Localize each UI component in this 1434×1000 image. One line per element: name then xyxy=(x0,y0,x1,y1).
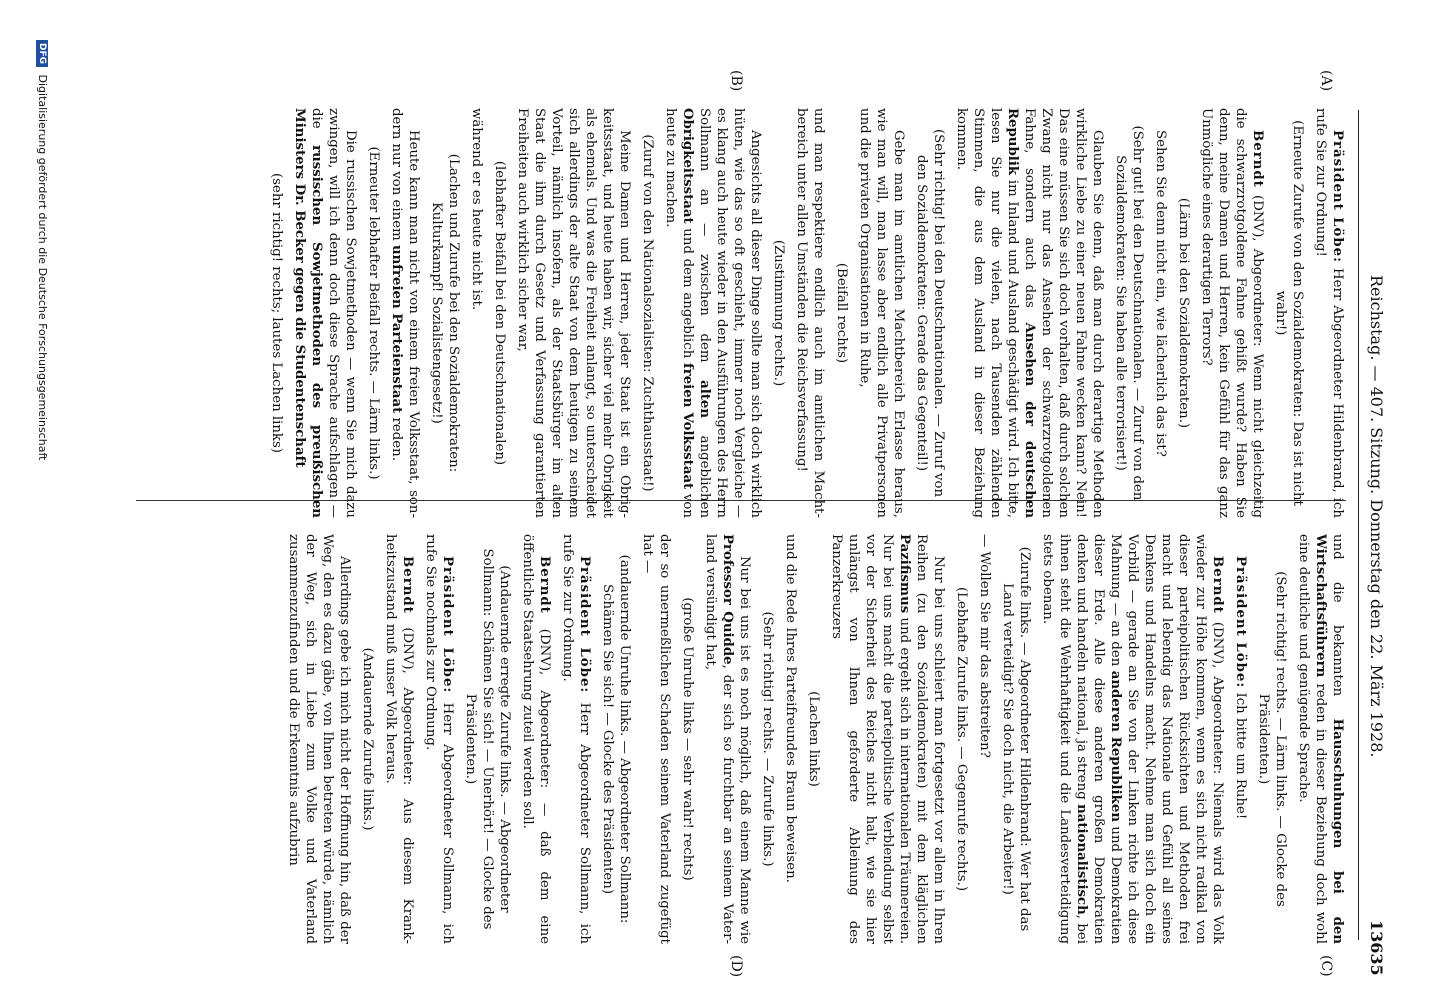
interjection: (Lebhafte Zurufe links. — Gegenrufe rechts.) xyxy=(954,586,969,892)
speech-text: Angesichts all dieser Dinge sollte man sich doch wirklich hüten, wie das so oft geschieht, immer noch Vergleiche — es klang auch heute wieder in den Ausführungen des Herrn Sollmann an — zwischen dem xyxy=(697,108,763,518)
emphasis-text: unfreien Parteienstaat xyxy=(389,244,404,414)
interjection: (Zuruf von den Nationalsozialisten: Zuchthausstaat!) xyxy=(640,134,655,492)
right-column xyxy=(136,534,1346,944)
paragraph xyxy=(519,534,553,944)
paragraph: während er es heute nicht ist. xyxy=(469,108,484,311)
paragraph: Allerdings gebe ich mich nicht der Hoffnung hin, daß der Weg, den es dazu gäbe, von Ihnen betreten würde, nämlich der Weg, sich in Liebe zum Volke und Vaterland zusammenzufinden und die Erkenntnis aufzubrin xyxy=(286,534,352,944)
digitization-footer xyxy=(19,40,49,1000)
interjection: (sehr richtig! rechts; lautes Lachen links) xyxy=(269,172,284,453)
paragraph xyxy=(1039,534,1226,944)
paragraph: der so unermeßlichen Schaden seinem Vaterland zugefügt hat — xyxy=(640,534,672,944)
paragraph xyxy=(828,534,947,944)
interjection: (Sehr richtig! rechts. — Zurufe links.) xyxy=(760,611,775,867)
speaker-name: Präsident Löbe: xyxy=(440,556,455,694)
paragraph xyxy=(1295,534,1346,944)
interjection: (Andauernde Zurufe links.) xyxy=(360,647,375,831)
speech-text: Herr Abgeordneter Sollmann, ich rufe Sie zur Ordnung. xyxy=(560,534,592,944)
speech-text: (DNV), Abgeordneter: — daß dem eine öffentliche Staatsehrung zuteil werden soll. xyxy=(520,534,552,944)
margin-letter-b: (B) xyxy=(728,70,744,92)
emphasis-text: Professor Quidde xyxy=(720,534,735,665)
speech-text: und Demokratien dieser Erde. Alle diese anderen großen Demokratien denken und handeln national, ja streng xyxy=(1074,534,1123,944)
speech-text: Heute kann man nicht von einem freien Volksstaat, sondern nur von einem xyxy=(389,108,421,518)
interjection: (Andauernde erregte Zurufe links. — Abgeordneter Sollmann: Schämen Sie sich! — Unerhört! — Glocke des Präsidenten.) xyxy=(463,548,512,930)
interjection: (Zurufe links. — Abgeordneter Hildenbrand: Wer hat das Land verteidigt? Sie doch nicht, die Arbeiter!) xyxy=(1000,546,1032,932)
paragraph: und die Rede Ihres Parteifreundes Braun beweisen. xyxy=(783,534,798,883)
margin-letter-d: (D) xyxy=(728,955,744,978)
margin-letter-a: (A) xyxy=(1318,70,1334,92)
emphasis-text: alten xyxy=(697,380,712,419)
speaker-name: Präsident Löbe: xyxy=(577,556,592,694)
paragraph xyxy=(1232,534,1249,944)
speech-text: reden. xyxy=(389,413,404,461)
speech-text: und dem angeblich xyxy=(680,223,695,363)
paragraph: Sehen Sie denn nicht ein, wie lächerlich das ist? xyxy=(1153,130,1168,457)
speech-text: Herr Abgeordneter Sollmann, ich rufe Sie nochmals zur Ordnung. xyxy=(423,534,455,944)
paragraph xyxy=(1198,108,1266,518)
speaker-name: Berndt xyxy=(1210,556,1225,614)
paragraph xyxy=(382,534,416,944)
paragraph xyxy=(953,108,1106,518)
speaker-name: Berndt xyxy=(537,556,552,614)
paragraph xyxy=(559,534,593,944)
interjection: (Lärm bei den Sozialdemokraten.) xyxy=(1176,197,1191,429)
speech-text: Glauben Sie denn, daß man durch derartige Methoden wirkliche Liebe zu einer neuen Fahne wecken kann? Nein! Das eine müssen Sie sich doch vorhalten, daß durch solchen Zwang nicht nur das Ansehen der schwarzrotgoldenen Fahne, sondern auch das xyxy=(1022,108,1105,518)
speech-text: im Inland und Ausland geschädigt wird. Ich bitte, lesen Sie nur die vielen, nach Tausenden zählenden Stimmen, die aus dem Ausland in dieser Beziehung kommen. xyxy=(954,108,1020,518)
interjection: (Zustimmung rechts.) xyxy=(771,239,786,387)
speech-text: Nur bei uns ist es noch möglich, daß einem Manne wie xyxy=(737,556,752,944)
interjection: (Sehr richtig! rechts. — Lärm links. — Glocke des Präsidenten.) xyxy=(1256,571,1288,907)
interjection: (große Unruhe links — sehr wahr! rechts) xyxy=(680,597,695,881)
paragraph xyxy=(662,108,764,518)
left-column xyxy=(136,108,1346,518)
speech-text: Nur bei uns schleiert man fortgesetzt vor allem in Ihren Reihen (zu den Sozialdemokraten) mit dem kläglichen xyxy=(914,534,946,944)
emphasis-text: Obrigkeitsstaat xyxy=(680,108,695,224)
speech-text: angeblichen xyxy=(697,418,712,518)
interjection: (Lachen links) xyxy=(806,691,821,787)
interjection: (Erneuter lebhafter Beifall rechts. — Lärm links.) xyxy=(366,146,381,480)
page-header xyxy=(1356,0,1396,1000)
speech-text: Ich bitte um Ruhe! xyxy=(1233,688,1248,820)
speech-text: und die bekannten xyxy=(1330,534,1345,719)
speech-text: von heute zu machen. xyxy=(663,108,695,518)
paragraph: Meine Damen und Herren, jeder Staat ist ein Obrigkeitsstaat, und heute haben wir, sicher viel mehr Obrigkeit als ehemals. Und was die Freiheit anlangt, so unterscheidet sich allerdings der alte Staat von dem heutigen zu seinem Vorteil, nämlich insofern, als der Staatsbürger im alten Staat die ihm durch Gesetz und Verfassung garantierten Freiheiten auch wirklich sicher war, xyxy=(515,108,632,518)
interjection: (lebhafter Beifall bei den Deutschnationalen) xyxy=(492,160,507,466)
speech-text: reden in dieser Beziehung doch wohl eine deutliche und genügende Sprache. xyxy=(1296,534,1328,944)
interjection: (Erneute Zurufe von den Sozialdemokraten: Das ist nicht wahr!) xyxy=(1273,120,1305,506)
emphasis-text: anderen Republiken xyxy=(1108,670,1123,822)
interjection: (Beifall rechts) xyxy=(834,262,849,364)
footer-text: Digitalisierung gefördert durch die Deutsche Forschungsgemeinschaft xyxy=(36,74,49,461)
emphasis-text: russischen Sowjetmethoden des preußischen Ministers Dr. Becker gegen die Studentenschaft xyxy=(292,108,324,518)
speech-text: (DNV), Abgeordneter: Niemals wird das Volk wieder zur Höhe kommen, wenn es sich nicht radikal von dieser parteipolitischen Rücksichten und Methoden frei macht und lebendig das Nationale und Gefühl all seines Denkens und Handelns macht. Nehme man sich doch ein Vorbild — gerade an Sie von der Linken richte ich diese Mahnung — an den xyxy=(1108,534,1225,944)
speech-text: , der sich so furchtbar an seinem Vaterland versündigt hat, xyxy=(703,534,735,944)
speech-text: (DNV), Abgeordneter: Wenn nicht gleichzeitig die schwarzrotgoldene Fahne gehißt wurde? Haben Sie denn, meine Damen und Herren, kein Gefühl für das ganz Unmögliche eines derartigen Terrors? xyxy=(1199,108,1265,518)
page-number: 13635 xyxy=(1367,920,1386,976)
page-title: Reichstag. — 407. Sitzung. Donnerstag den 22. März 1928. xyxy=(1367,275,1386,758)
emphasis-text: freien Volksstaat xyxy=(680,363,695,490)
emphasis-text: nationalistisch xyxy=(1074,804,1089,915)
speech-text: Herr Abgeordneter Hildenbrand, ich rufe Sie zur Ordnung! xyxy=(1313,108,1345,518)
speech-text: und ergeht sich in internationalen Träumereien. Nur bei uns macht die parteipolitische Verblendung selbst vor der Sicherheit des Reiches nicht halt, wie sie hier unlängst von Ihnen geforderte Ableinung des Panzerkreuzers xyxy=(829,534,912,944)
speaker-name: Präsident Löbe: xyxy=(1233,556,1248,689)
paragraph: — Wollen Sie mir das abstreiten? xyxy=(977,534,992,758)
paragraph xyxy=(1312,108,1346,518)
speaker-name: Präsident Löbe: xyxy=(1330,130,1345,264)
speaker-name: Berndt xyxy=(400,556,415,614)
emphasis-text: Ansehen der deutschen Republik xyxy=(1005,108,1037,518)
paragraph: Gebe man im amtlichen Machtbereich Erlasse heraus, wie man will, man lasse aber endlich alle Privatpersonen und die privaten Organisationen in Ruhe, xyxy=(857,108,906,518)
margin-letter-c: (C) xyxy=(1318,955,1334,977)
dfg-logo: DFG xyxy=(36,40,48,67)
speech-text: (DNV), Abgeordneter: Aus diesem Krankheitszustand muß unser Volk heraus. xyxy=(383,534,415,944)
emphasis-text: Pazifismus xyxy=(897,534,912,614)
speaker-name: Berndt xyxy=(1250,130,1265,188)
emphasis-text: Hausschuhungen bei den Wirtschaftsführern xyxy=(1313,534,1345,944)
speech-text: Die russischen Sowjetmethoden — wenn Sie mich dazu zwingen, will ich denn doch diese Sprache aufschlagen — die xyxy=(309,108,358,518)
interjection: (Sehr gut! bei den Deutschnationalen. — Zuruf von den Sozialdemokraten: Sie haben alle terrorisiert!) xyxy=(1113,125,1145,501)
paragraph xyxy=(422,534,456,944)
paragraph: und man respektiere endlich auch im amtlichen Machtbereich unter allen Umständen die Reichsverfassung! xyxy=(794,108,826,518)
interjection: (Lachen und Zurufe bei den Sozialdemokraten: Kulturkampf! Sozialistengesetz!) xyxy=(429,153,461,473)
paragraph xyxy=(702,534,753,944)
interjection: (Sehr richtig! bei den Deutschnationalen. — Zuruf von den Sozialdemokraten: Gerade das Gegenteil!) xyxy=(914,128,946,498)
header-rule xyxy=(1358,110,1359,940)
paragraph xyxy=(388,108,422,518)
paragraph xyxy=(291,108,359,518)
speech-text: , bei ihnen steht die Wehrhaftigkeit und die Landesverteidigung stets obenan. xyxy=(1040,534,1089,944)
interjection: (andauernde Unruhe links. — Abgeordneter Sollmann: Schämen Sie sich! — Glocke des Präsidenten) xyxy=(600,554,632,924)
